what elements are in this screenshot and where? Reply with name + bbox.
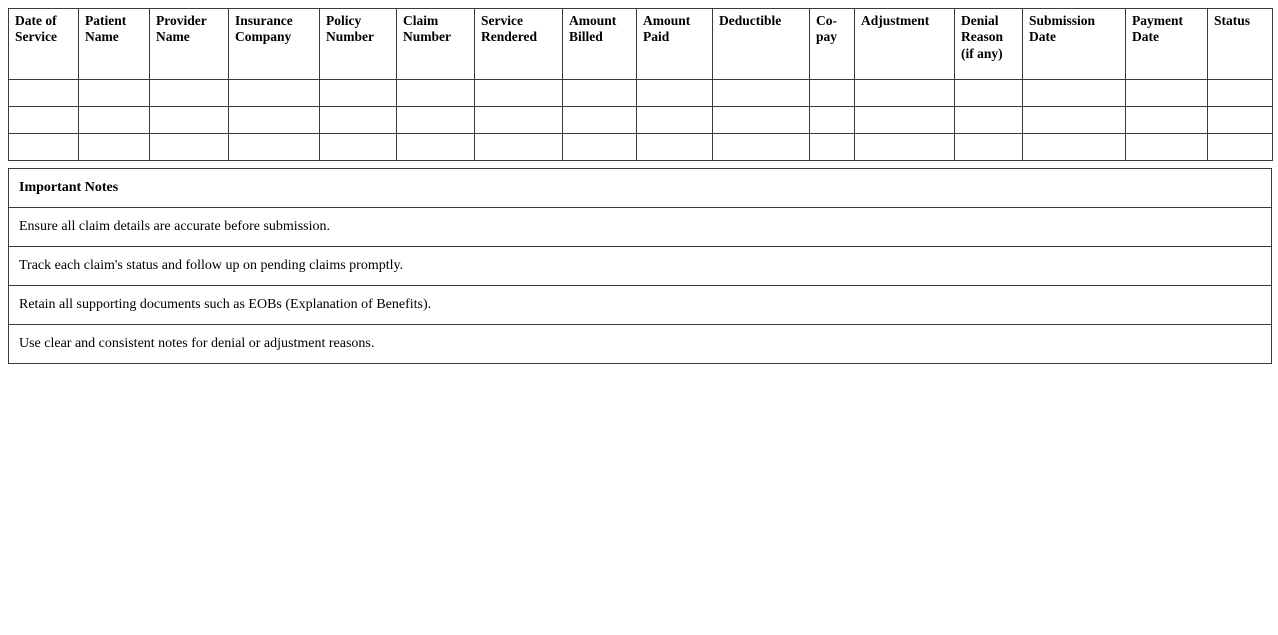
claims-table-container — [8, 8, 1272, 161]
cell-service-rendered[interactable] — [475, 80, 563, 107]
cell-amount-billed[interactable] — [563, 107, 637, 134]
cell-adjustment[interactable] — [855, 134, 955, 161]
cell-date-of-service[interactable] — [9, 134, 79, 161]
cell-service-rendered[interactable] — [475, 107, 563, 134]
cell-deductible[interactable] — [713, 134, 810, 161]
column-header-amount-paid: Amount Paid — [637, 9, 713, 80]
cell-patient-name[interactable] — [79, 134, 150, 161]
column-header-status: Status — [1208, 9, 1273, 80]
important-notes-table — [8, 168, 1272, 364]
column-header-claim-number: Claim Number — [397, 9, 475, 80]
cell-deductible[interactable] — [713, 80, 810, 107]
table-row[interactable] — [9, 134, 1273, 161]
cell-status[interactable] — [1208, 107, 1273, 134]
column-header-payment-date: Payment Date — [1126, 9, 1208, 80]
list-item — [9, 247, 1272, 286]
list-item — [9, 286, 1272, 325]
cell-amount-paid[interactable] — [637, 107, 713, 134]
note-text: Ensure all claim details are accurate before submission. — [9, 208, 1272, 247]
notes-heading: Important Notes — [9, 169, 1272, 208]
cell-claim-number[interactable] — [397, 80, 475, 107]
column-header-service-rendered: Service Rendered — [475, 9, 563, 80]
cell-amount-paid[interactable] — [637, 80, 713, 107]
cell-amount-billed[interactable] — [563, 134, 637, 161]
notes-table-body — [9, 208, 1272, 364]
column-header-policy-number: Policy Number — [320, 9, 397, 80]
cell-submission-date[interactable] — [1023, 134, 1126, 161]
cell-date-of-service[interactable] — [9, 107, 79, 134]
cell-submission-date[interactable] — [1023, 107, 1126, 134]
cell-denial-reason[interactable] — [955, 134, 1023, 161]
cell-policy-number[interactable] — [320, 80, 397, 107]
important-notes-container — [8, 168, 1272, 364]
table-row[interactable] — [9, 107, 1273, 134]
cell-provider-name[interactable] — [150, 134, 229, 161]
column-header-amount-billed: Amount Billed — [563, 9, 637, 80]
cell-patient-name[interactable] — [79, 107, 150, 134]
cell-adjustment[interactable] — [855, 107, 955, 134]
note-text: Retain all supporting documents such as EOBs (Explanation of Benefits). — [9, 286, 1272, 325]
column-header-provider-name: Provider Name — [150, 9, 229, 80]
cell-provider-name[interactable] — [150, 107, 229, 134]
cell-amount-billed[interactable] — [563, 80, 637, 107]
column-header-co-pay: Co-pay — [810, 9, 855, 80]
cell-patient-name[interactable] — [79, 80, 150, 107]
cell-submission-date[interactable] — [1023, 80, 1126, 107]
cell-service-rendered[interactable] — [475, 134, 563, 161]
claims-table-header — [9, 9, 1273, 80]
cell-provider-name[interactable] — [150, 80, 229, 107]
claims-table-body — [9, 80, 1273, 161]
note-text: Use clear and consistent notes for denial or adjustment reasons. — [9, 325, 1272, 364]
column-header-date-of-service: Date of Service — [9, 9, 79, 80]
column-header-submission-date: Submission Date — [1023, 9, 1126, 80]
cell-payment-date[interactable] — [1126, 80, 1208, 107]
cell-deductible[interactable] — [713, 107, 810, 134]
cell-claim-number[interactable] — [397, 134, 475, 161]
cell-denial-reason[interactable] — [955, 80, 1023, 107]
list-item — [9, 325, 1272, 364]
cell-co-pay[interactable] — [810, 107, 855, 134]
notes-table-header — [9, 169, 1272, 208]
cell-adjustment[interactable] — [855, 80, 955, 107]
column-header-adjustment: Adjustment — [855, 9, 955, 80]
column-header-deductible: Deductible — [713, 9, 810, 80]
header-row — [9, 9, 1273, 80]
note-text: Track each claim's status and follow up on pending claims promptly. — [9, 247, 1272, 286]
cell-status[interactable] — [1208, 80, 1273, 107]
column-header-denial-reason: Denial Reason (if any) — [955, 9, 1023, 80]
column-header-patient-name: Patient Name — [79, 9, 150, 80]
cell-insurance-company[interactable] — [229, 80, 320, 107]
cell-amount-paid[interactable] — [637, 134, 713, 161]
cell-insurance-company[interactable] — [229, 134, 320, 161]
cell-date-of-service[interactable] — [9, 80, 79, 107]
column-header-insurance-company: Insurance Company — [229, 9, 320, 80]
claims-table — [8, 8, 1273, 161]
cell-policy-number[interactable] — [320, 107, 397, 134]
cell-policy-number[interactable] — [320, 134, 397, 161]
list-item — [9, 208, 1272, 247]
cell-denial-reason[interactable] — [955, 107, 1023, 134]
cell-payment-date[interactable] — [1126, 107, 1208, 134]
cell-insurance-company[interactable] — [229, 107, 320, 134]
notes-header-row — [9, 169, 1272, 208]
cell-co-pay[interactable] — [810, 80, 855, 107]
cell-co-pay[interactable] — [810, 134, 855, 161]
cell-status[interactable] — [1208, 134, 1273, 161]
cell-payment-date[interactable] — [1126, 134, 1208, 161]
table-row[interactable] — [9, 80, 1273, 107]
cell-claim-number[interactable] — [397, 107, 475, 134]
